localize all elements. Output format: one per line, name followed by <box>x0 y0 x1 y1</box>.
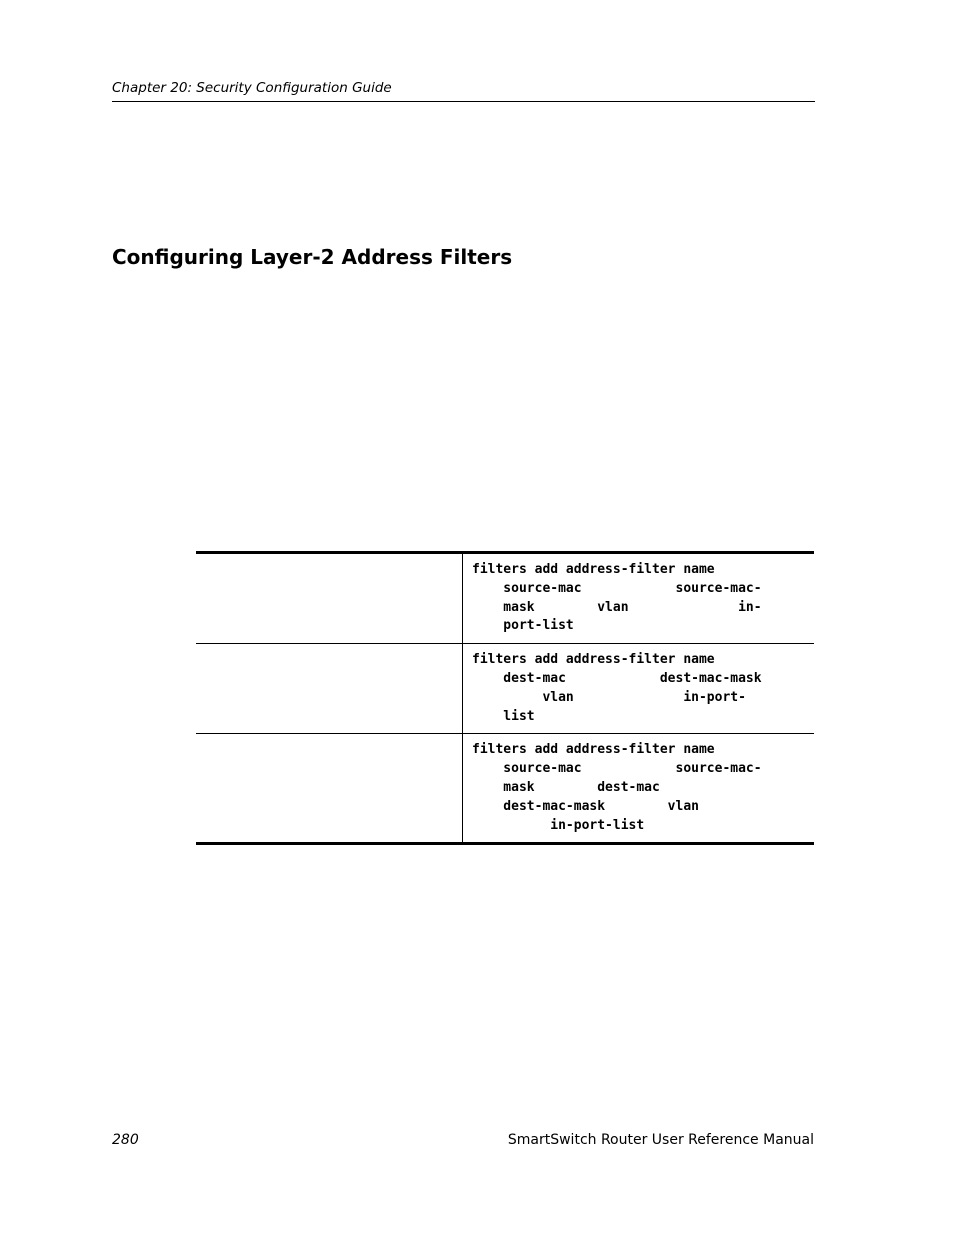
command-table <box>196 551 814 845</box>
table-row <box>196 734 814 844</box>
command-line: filters add address-filter name <box>472 652 715 668</box>
book-title: SmartSwitch Router User Reference Manual <box>507 1132 814 1148</box>
section-title: Configuring Layer-2 Address Filters <box>112 245 513 269</box>
running-header <box>112 79 815 102</box>
command-line: dest-mac dest-mac-mask <box>472 670 762 686</box>
task-description <box>196 553 463 644</box>
command-line: mask vlan in- <box>472 599 762 615</box>
task-description <box>196 734 463 844</box>
command-line: filters add address-filter name <box>472 742 715 758</box>
command-line: mask dest-mac <box>472 779 660 795</box>
command-line: filters add address-filter name <box>472 562 715 577</box>
command-syntax <box>463 734 815 844</box>
command-syntax <box>463 644 815 734</box>
command-line: source-mac source-mac- <box>472 761 762 777</box>
table-row <box>196 553 814 644</box>
command-syntax <box>463 553 815 644</box>
page-number: 280 <box>112 1132 139 1148</box>
command-line: dest-mac-mask vlan <box>472 798 699 814</box>
task-description <box>196 644 463 734</box>
chapter-title: Chapter 20: Security Configuration Guide <box>112 80 392 96</box>
command-line: in-port-list <box>472 817 645 833</box>
table-row <box>196 644 814 734</box>
command-line: vlan in-port- <box>472 689 746 705</box>
command-line: source-mac source-mac- <box>472 580 762 596</box>
command-line: port-list <box>472 618 574 634</box>
command-line: list <box>472 708 535 724</box>
